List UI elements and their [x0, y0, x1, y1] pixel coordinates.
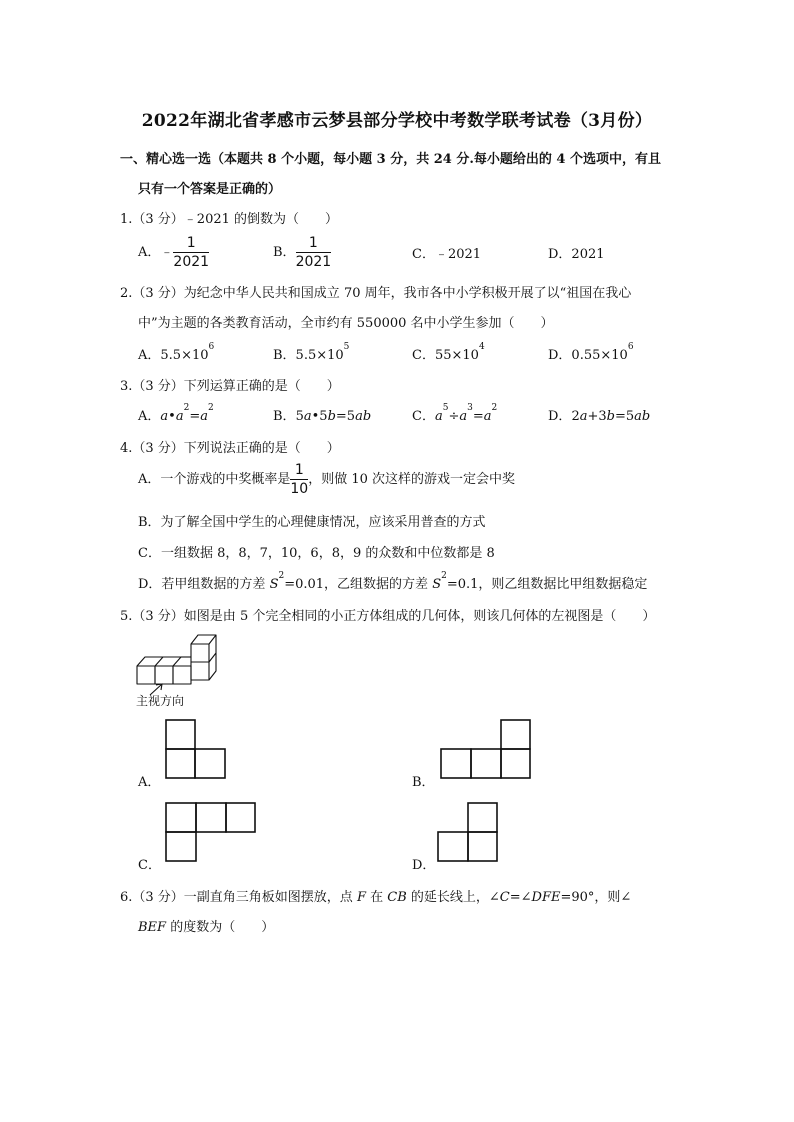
- q1-b-label: B．: [273, 245, 296, 260]
- q6-line-cb: CB: [387, 890, 407, 905]
- q5-stem: 5.（3 分）如图是由 5 个完全相同的小正方体组成的几何体，则该几何体的左视图是（ ）: [120, 609, 656, 624]
- q1-b-numerator: 1: [296, 236, 332, 253]
- q1-option-b: [273, 236, 331, 269]
- q4-d-mid1: =0.01，乙组数据的方差: [284, 577, 433, 592]
- q4-stem: 4.（3 分）下列说法正确的是（ ）: [120, 441, 340, 456]
- q6-stem-end: =90°，则∠: [560, 890, 632, 905]
- q6-stem2-post: 的度数为（ ）: [166, 920, 275, 935]
- q3-stem: 3.（3 分）下列运算正确的是（ ）: [120, 379, 340, 394]
- q6-stem-pre: 6.（3 分）一副直角三角板如图摆放，点: [120, 890, 357, 905]
- q1-a-numerator: 1: [173, 236, 209, 253]
- q4-a-denominator: 10: [290, 481, 309, 497]
- q6-stem-post: 的延长线上，∠: [406, 890, 500, 905]
- q6-angle-bef: BEF: [138, 920, 167, 935]
- q1-option-d: D．2021: [548, 247, 605, 262]
- q5-cube-figure: [134, 628, 244, 690]
- q6-angle-dfe: DFE: [531, 890, 561, 905]
- q2-stem-line1: 2.（3 分）为纪念中华人民共和国成立 70 周年，我市各中小学积极开展了以“祖国在我心: [120, 286, 632, 301]
- q3-c-label: C．: [412, 409, 435, 424]
- q6-stem-eq: =∠: [509, 890, 532, 905]
- q1-b-fraction: [296, 236, 332, 269]
- q5-option-b-figure: [440, 719, 532, 779]
- q5-figure-caption: 主视方向: [136, 694, 185, 708]
- q6-angle-c: C: [499, 890, 510, 905]
- q1-a-label: A．: [138, 245, 161, 260]
- q4-d-mid2: =0.1，则乙组数据比甲组数据稳定: [446, 577, 648, 592]
- q2-b-text: B．5.5×10: [273, 348, 344, 363]
- q4-option-a: [138, 463, 515, 496]
- page-title: 2022年湖北省孝感市云梦县部分学校中考数学联考试卷（3月份）: [141, 111, 653, 131]
- q1-b-denominator: 2021: [295, 254, 332, 270]
- q1-a-fraction: [173, 236, 209, 269]
- q1-a-denominator: 2021: [173, 254, 210, 270]
- q4-option-c: C．一组数据 8，8，7，10，6，8，9 的众数和中位数都是 8: [138, 546, 495, 561]
- q4-a-post: ，则做 10 次这样的游戏一定会中奖: [308, 472, 516, 487]
- q5-option-d-label: D．: [412, 858, 436, 873]
- q4-a-fraction: [290, 463, 308, 496]
- q4-a-numerator: 1: [290, 463, 308, 480]
- q2-option-c: [412, 344, 485, 363]
- q2-d-exponent: 6: [627, 342, 634, 352]
- q6-stem-mid: 在: [365, 890, 388, 905]
- q5-option-d-figure: [437, 802, 499, 862]
- q2-b-exponent: 5: [343, 342, 350, 352]
- q3-option-a: A．$a•a^2=a^2$: [138, 403, 214, 424]
- q2-option-d: [548, 344, 634, 363]
- q4-option-b: B．为了解全国中学生的心理健康情况，应该采用普查的方式: [138, 515, 486, 530]
- q6-point-f: F: [356, 890, 366, 905]
- q3-option-d: D．2a+3b=5ab: [548, 409, 651, 424]
- q3-b-label: B．: [273, 409, 296, 424]
- q3-d-label: D．: [548, 409, 572, 424]
- q2-a-text: A．5.5×10: [138, 348, 209, 363]
- section-heading-line2: 只有一个答案是正确的）: [138, 182, 282, 197]
- q1-option-c: C．﹣2021: [412, 247, 482, 262]
- q5-option-c-figure: [165, 802, 257, 862]
- q2-c-exponent: 4: [478, 342, 485, 352]
- q2-option-b: [273, 344, 349, 363]
- q5-option-a-figure: [165, 719, 227, 779]
- q5-option-b-label: B．: [412, 775, 435, 790]
- q4-a-pre: A．一个游戏的中奖概率是: [138, 472, 291, 487]
- q6-stem-line2: [138, 916, 274, 935]
- q1-stem: 1.（3 分）﹣2021 的倒数为（ ）: [120, 212, 339, 227]
- q2-a-exponent: 6: [208, 342, 215, 352]
- q3-option-b: B．5a•5b=5ab: [273, 409, 372, 424]
- q3-a-label: A．: [138, 409, 161, 424]
- q3-option-c: C．$a^5\div a^3=a^2$: [412, 403, 498, 424]
- q1-option-a: [138, 236, 209, 269]
- q2-d-text: D．0.55×10: [548, 348, 628, 363]
- q1-a-sign: ﹣: [160, 245, 174, 260]
- section-heading-line1: 一、精心选一选（本题共 8 个小题，每小题 3 分，共 24 分.每小题给出的 4 个选项中，有且: [120, 152, 661, 167]
- q5-option-a-label: A．: [138, 775, 161, 790]
- q4-d-pre: D．若甲组数据的方差: [138, 577, 270, 592]
- q6-stem-line1: [120, 886, 631, 905]
- q2-stem-line2: 中”为主题的各类教育活动，全市约有 550000 名中小学生参加（ ）: [138, 316, 554, 331]
- q2-c-text: C．55×10: [412, 348, 479, 363]
- q4-option-d: D．若甲组数据的方差 $S^2=0.01$，乙组数据的方差 $S^2=0.1$，则乙组数据比甲组数据稳定: [138, 571, 648, 592]
- q5-option-c-label: C．: [138, 858, 161, 873]
- q2-option-a: [138, 344, 214, 363]
